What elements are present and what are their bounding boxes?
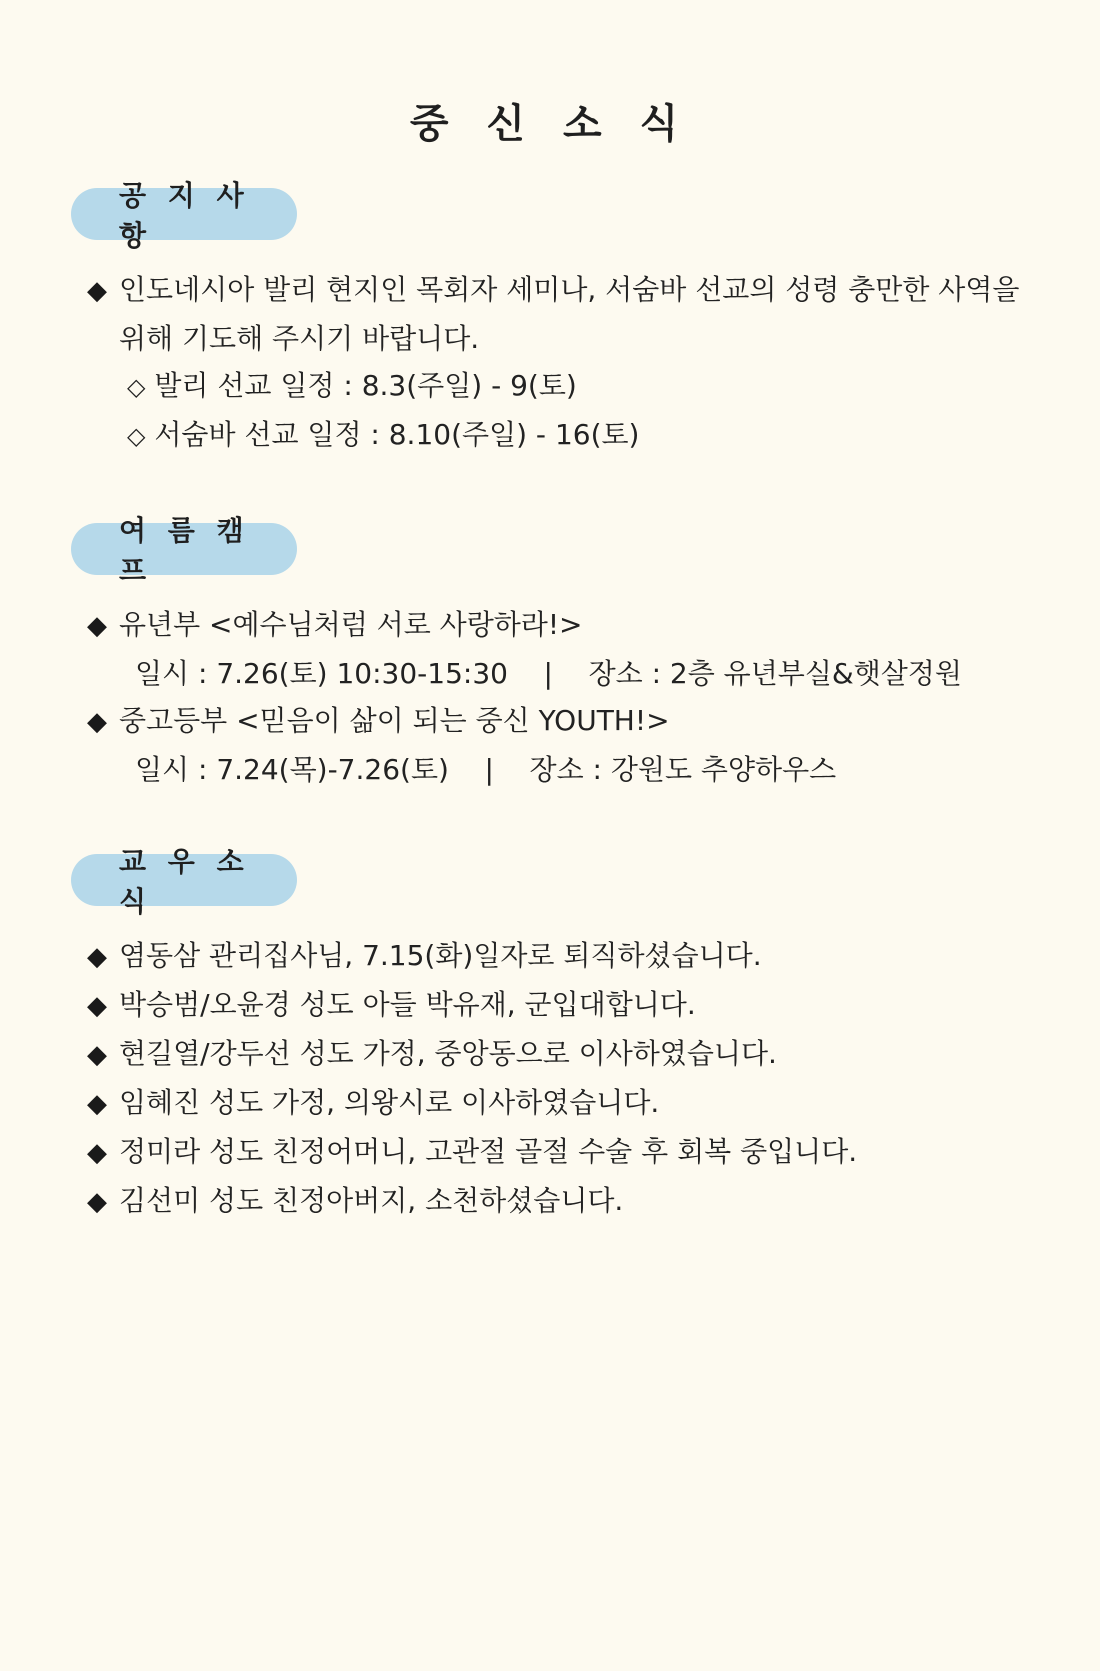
bali-schedule: 발리 선교 일정 : 8.3(주일) - 9(토): [154, 369, 577, 402]
hollow-diamond-icon: ◇: [127, 373, 146, 401]
notice-items: [71, 266, 1061, 460]
camp-items: [71, 601, 1061, 793]
members-section: [71, 845, 1061, 1226]
diamond-bullet-icon: ◆: [87, 1040, 107, 1070]
camp-item-title: 유년부 <예수님처럼 서로 사랑하라!>: [119, 608, 583, 641]
sumba-schedule: 서숨바 선교 일정 : 8.10(주일) - 16(토): [154, 418, 640, 451]
camp-section: [71, 514, 1061, 793]
list-item: [71, 266, 1061, 315]
page-title: 중 신 소 식: [409, 101, 691, 147]
list-item: [71, 1079, 1061, 1128]
diamond-bullet-icon: ◆: [87, 276, 107, 306]
list-item: [71, 1030, 1061, 1079]
camp-item-detail: 일시 : 7.24(목)-7.26(토) | 장소 : 강원도 추양하우스: [135, 753, 837, 786]
diamond-bullet-icon: ◆: [87, 1138, 107, 1168]
notice-sub-item: [71, 362, 1061, 411]
diamond-bullet-icon: ◆: [87, 611, 107, 641]
member-news-text: 임혜진 성도 가정, 의왕시로 이사하였습니다.: [119, 1086, 660, 1119]
notice-text-line2: 위해 기도해 주시기 바랍니다.: [119, 322, 480, 355]
list-item: [71, 1128, 1061, 1177]
notice-sub-item: [71, 411, 1061, 460]
list-item: [71, 697, 1061, 746]
hollow-diamond-icon: ◇: [127, 422, 146, 450]
member-news-text: 김선미 성도 친정아버지, 소천하셨습니다.: [119, 1184, 624, 1217]
diamond-bullet-icon: ◆: [87, 991, 107, 1021]
members-items: [71, 932, 1061, 1226]
list-item: [71, 1177, 1061, 1226]
list-item: [71, 932, 1061, 981]
member-news-text: 정미라 성도 친정어머니, 고관절 골절 수술 후 회복 중입니다.: [119, 1135, 858, 1168]
list-item: [71, 981, 1061, 1030]
notice-label: 공 지 사 항: [71, 188, 297, 240]
camp-item-detail: 일시 : 7.26(토) 10:30-15:30 | 장소 : 2층 유년부실&햇살정원: [135, 657, 962, 690]
member-news-text: 박승범/오윤경 성도 아들 박유재, 군입대합니다.: [119, 988, 696, 1021]
diamond-bullet-icon: ◆: [87, 942, 107, 972]
members-label: 교 우 소 식: [71, 854, 297, 906]
member-news-text: 현길열/강두선 성도 가정, 중앙동으로 이사하였습니다.: [119, 1037, 777, 1070]
diamond-bullet-icon: ◆: [87, 707, 107, 737]
camp-item-title: 중고등부 <믿음이 삶이 되는 중신 YOUTH!>: [119, 704, 670, 737]
notice-section: [71, 179, 1061, 460]
member-news-text: 염동삼 관리집사님, 7.15(화)일자로 퇴직하셨습니다.: [119, 939, 762, 972]
diamond-bullet-icon: ◆: [87, 1187, 107, 1217]
camp-label: 여 름 캠 프: [71, 523, 297, 575]
list-item: [71, 601, 1061, 650]
diamond-bullet-icon: ◆: [87, 1089, 107, 1119]
notice-text-line1: 인도네시아 발리 현지인 목회자 세미나, 서숨바 선교의 성령 충만한 사역을: [119, 273, 1020, 306]
